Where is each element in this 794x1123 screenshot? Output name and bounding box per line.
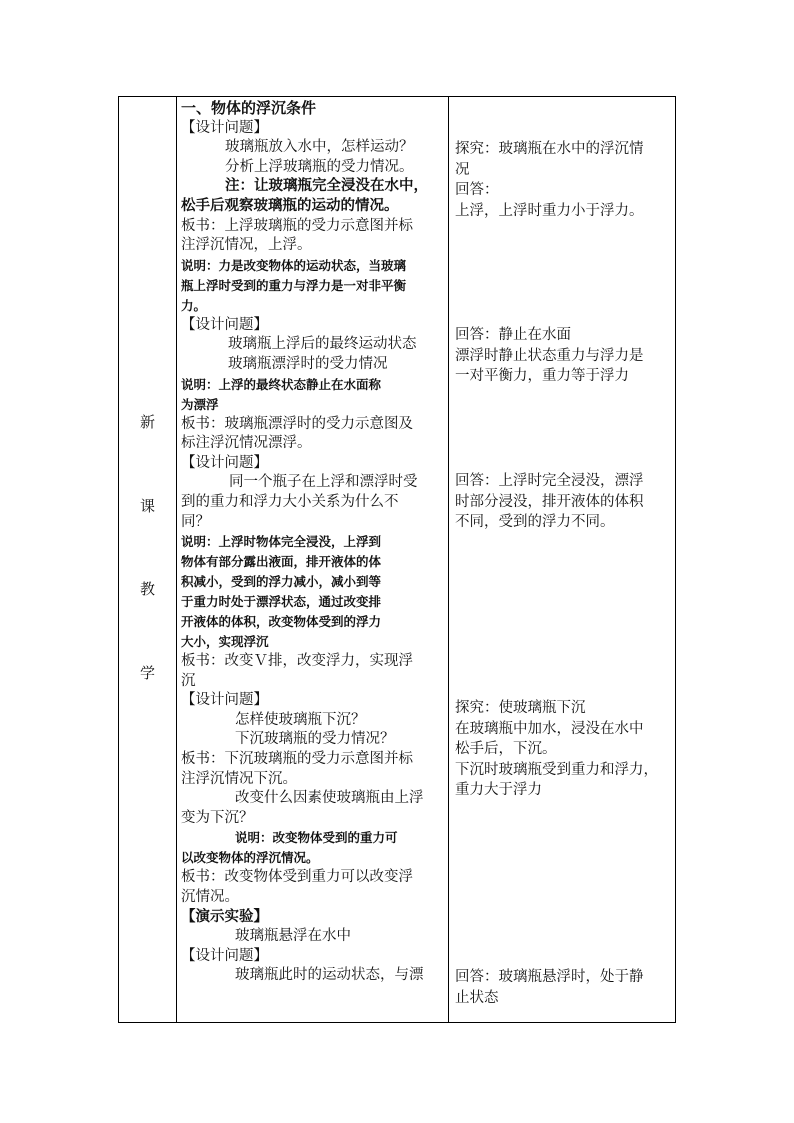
explanation-text: 说明：改变物体受到的重力可 [235,830,398,846]
response-line: 况 [455,161,470,178]
question-line: 玻璃瓶悬浮在水中 [235,928,351,945]
response-line: 下沉时玻璃瓶受到重力和浮力， [455,761,658,778]
explanation-text: 大小，实现浮沉 [181,634,269,650]
side-label-char: 课 [139,497,155,515]
response-line: 重力大于浮力 [455,782,542,799]
response-line: 上浮，上浮时重力小于浮力。 [455,202,644,219]
design-question-tag: 【设计问题】 [181,692,268,709]
note-line: 注：让玻璃瓶完全浸没在水中， [225,178,428,195]
explanation-text: 说明：力是改变物体的运动状态，当玻璃 [181,257,407,273]
response-line: 止状态 [455,989,499,1006]
response-line: 回答：上浮时完全浸没，漂浮 [455,473,644,489]
question-line: 同一个瓶子在上浮和漂浮时受 [229,474,418,491]
explanation-text: 积减小，受到的浮力减小，减小到等 [181,574,382,590]
question-line: 玻璃瓶此时的运动状态，与漂 [235,967,424,984]
design-question-tag: 【设计问题】 [181,454,268,471]
response-line: 一对平衡力，重力等于浮力 [455,368,629,385]
question-line: 改变什么因素使玻璃瓶由上浮 [235,790,424,807]
student-response-block [455,698,673,801]
side-label-char: 新 [139,413,155,431]
explanation-text: 开液体的体积，改变物体受到的浮力 [181,614,382,630]
explanation-text: 以改变物体的浮沉情况。 [181,850,319,866]
design-question-tag: 【设计问题】 [181,316,268,333]
board-text: 板书：下沉玻璃瓶的受力示意图并标 [181,751,413,768]
question-line: 同？ [181,513,210,530]
response-line: 探究：玻璃瓶在水中的浮沉情 [455,141,644,157]
section-heading: 一、物体的浮沉条件 [181,99,317,117]
question-line: 玻璃瓶漂浮时的受力情况 [228,355,388,372]
side-label-char: 教 [139,580,155,598]
column-divider-left [176,97,177,1022]
teacher-activity-column [181,99,445,986]
response-line: 回答： [455,182,499,199]
question-line: 变为下沉？ [181,809,254,826]
explanation-text: 于重力时处于漂浮状态，通过改变排 [181,594,382,610]
column-divider-right [448,97,449,1022]
student-response-block [455,325,673,387]
question-line: 下沉玻璃瓶的受力情况？ [235,731,395,748]
question-line: 玻璃瓶上浮后的最终运动状态 [228,336,417,353]
note-line: 松手后观察玻璃瓶的运动的情况。 [181,197,399,214]
response-line: 漂浮时静止状态重力与浮力是 [455,347,644,364]
explanation-text: 说明：上浮时物体完全浸没，上浮到 [181,534,382,550]
question-line: 怎样使玻璃瓶下沉？ [235,711,366,728]
explanation-text: 瓶上浮时受到的重力与浮力是一对非平衡 [181,277,407,293]
question-line: 分析上浮玻璃瓶的受力情况。 [225,158,414,175]
board-text: 沉 [181,672,196,689]
board-text: 板书：玻璃瓶漂浮时的受力示意图及 [181,415,413,432]
explanation-text: 为漂浮 [181,396,219,412]
response-line: 不同，受到的浮力不同。 [455,514,615,531]
response-line: 探究：使玻璃瓶下沉 [455,700,586,716]
design-question-tag: 【设计问题】 [181,119,268,136]
design-question-tag: 【设计问题】 [181,947,268,964]
student-response-block [455,967,673,1008]
board-text: 注浮沉情况下沉。 [181,770,297,787]
response-line: 在玻璃瓶中加水，浸没在水中 [455,720,644,737]
board-text: 沉情况。 [181,889,239,906]
explanation-text: 力。 [181,297,207,313]
question-line: 玻璃瓶放入水中，怎样运动？ [225,139,414,156]
board-text: 标注浮沉情况漂浮。 [181,435,312,452]
board-text: 板书：改变物体受到重力可以改变浮 [181,869,413,886]
explanation-text: 物体有部分露出液面，排开液体的体 [181,554,382,570]
side-label-char: 学 [139,664,155,682]
response-line: 松手后，下沉。 [455,741,557,758]
response-line: 回答：玻璃瓶悬浮时，处于静 [455,969,644,985]
demo-experiment-tag: 【演示实验】 [181,908,268,925]
board-text: 板书：上浮玻璃瓶的受力示意图并标 [181,217,413,234]
response-line: 时部分浸没，排开液体的体积 [455,493,644,510]
explanation-text: 说明：上浮的最终状态静止在水面称 [181,376,382,392]
lesson-table [118,96,676,1023]
question-line: 到的重力和浮力大小关系为什么不 [181,493,399,510]
board-text: 板书：改变Ｖ排，改变浮力，实现浮 [181,653,413,670]
board-text: 注浮沉情况，上浮。 [181,237,312,254]
student-response-block [455,139,673,221]
response-line: 回答：静止在水面 [455,327,571,343]
student-response-block [455,471,673,533]
